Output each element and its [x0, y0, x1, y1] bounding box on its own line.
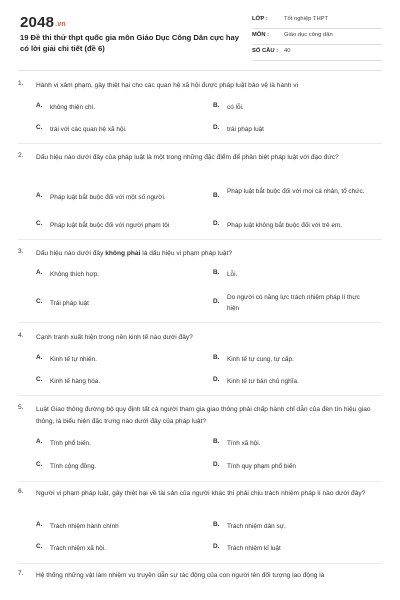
- option-text: có lỗi.: [227, 104, 244, 111]
- site-logo[interactable]: [20, 14, 66, 31]
- question-number: 4.: [18, 332, 24, 339]
- question-divider: [18, 481, 382, 482]
- option-text: Kinh tế tự cung, tự cấp.: [227, 356, 294, 363]
- meta-value: 40: [284, 48, 291, 54]
- question-text: Luật Giao thông đường bộ quy định tất cả người tham gia giao thông phải chấp hành chỉ dẫn của đèn tín hiệu giao thông, là biểu hiện đặc trưng nào dưới đây của pháp luật?: [36, 406, 371, 425]
- exam-meta: [252, 14, 382, 62]
- header-divider: [18, 70, 382, 71]
- meta-label: LỚP :: [252, 16, 268, 22]
- option-text: Lỗi.: [227, 271, 238, 278]
- meta-row-class: [252, 14, 382, 29]
- question-number: 3.: [18, 248, 24, 255]
- option-letter: C.: [36, 543, 43, 550]
- option-text: Kinh tế tự nhiên.: [50, 356, 97, 363]
- meta-label: SỐ CÂU :: [252, 48, 279, 54]
- option-letter: A.: [36, 521, 43, 528]
- meta-value: Giáo dục công dân: [284, 32, 333, 38]
- option-letter: C.: [36, 298, 43, 305]
- option-letter: A.: [36, 438, 43, 445]
- option-letter: D.: [213, 124, 220, 131]
- question-number: 6.: [18, 488, 24, 495]
- option-letter: D.: [213, 543, 220, 550]
- option-letter: C.: [36, 220, 43, 227]
- option-text: không thiện chí.: [50, 104, 96, 111]
- option-letter: B.: [213, 521, 220, 528]
- meta-row-subject: [252, 30, 382, 45]
- option-letter: B.: [213, 438, 220, 445]
- option-text: Trái pháp luật: [50, 300, 89, 307]
- question-text: [36, 248, 381, 260]
- question-divider: [18, 239, 382, 240]
- logo-text: 2048: [20, 14, 55, 31]
- logo-suffix: .vn: [55, 21, 66, 28]
- option-letter: C.: [36, 124, 43, 131]
- meta-row-count: [252, 46, 382, 61]
- question-text: Cạnh tranh xuất hiện trong nền kinh tế nào dưới đây?: [36, 334, 193, 341]
- option-text: Tính phổ biến.: [50, 440, 91, 447]
- question-text-part: Dấu hiệu nào dưới đây: [36, 250, 106, 257]
- option-letter: C.: [36, 376, 43, 383]
- question-number: 5.: [18, 404, 24, 411]
- option-letter: B.: [213, 354, 220, 361]
- option-letter: D.: [213, 461, 220, 468]
- option-text: trái với các quan hệ xã hội.: [50, 126, 127, 133]
- option-letter: D.: [213, 298, 220, 305]
- question-text: Hệ thống những vật làm nhiệm vụ truyền dẫn sự tác động của con người lên đối tượng lao động là: [36, 572, 325, 579]
- option-text: Pháp luật bắt buộc đối với mọi cá nhân, tổ chức.: [227, 188, 365, 195]
- option-text: Do người có năng lực trách nhiệm pháp lí thực hiện: [227, 294, 360, 312]
- option-letter: A.: [36, 354, 43, 361]
- option-letter: A.: [36, 192, 43, 199]
- question-text: Người vi phạm pháp luật, gây thiệt hại về tài sản của người khác thì phải chịu trách nhiệm pháp lí nào dưới đây?: [36, 490, 366, 497]
- option-letter: B.: [213, 192, 220, 199]
- option-text: Pháp luật bắt buộc đối với một số người.: [50, 194, 166, 201]
- option-text: Tính quy phạm phổ biến: [227, 463, 296, 470]
- option-text: trái pháp luật: [227, 126, 264, 133]
- question-text: Hành vi xâm phạm, gây thiệt hại cho các quan hệ xã hội được pháp luật bảo vệ là hành vi: [36, 82, 299, 89]
- option-text: Kinh tế hàng hóa.: [50, 378, 101, 385]
- question-text-part: là dấu hiệu vi phạm pháp luật?: [140, 250, 233, 257]
- option-letter: A.: [36, 102, 43, 109]
- option-letter: B.: [213, 102, 220, 109]
- option-text: Trách nhiệm dân sự.: [227, 523, 286, 530]
- option-letter: D.: [213, 220, 220, 227]
- question-text: Dấu hiệu nào dưới đây của pháp luật là một trong những đặc điểm để phân biệt pháp luật với đạo đức?: [36, 154, 339, 161]
- option-letter: B.: [213, 269, 220, 276]
- option-text: Tính cộng đồng.: [50, 463, 97, 470]
- question-divider: [18, 395, 382, 396]
- option-letter: A.: [36, 269, 43, 276]
- option-letter: D.: [213, 376, 220, 383]
- question-divider: [18, 143, 382, 144]
- option-text: Tính xã hội.: [227, 440, 261, 447]
- option-text: Pháp luật bắt buộc đối với người phạm tội: [50, 222, 170, 229]
- option-text: Trách nhiệm xã hội.: [50, 545, 106, 552]
- option-text: Trách nhiệm kỉ luật: [227, 545, 281, 552]
- question-divider: [18, 322, 382, 323]
- option-text: Không thích hợp.: [50, 271, 99, 278]
- option-text: Trách nhiệm hành chính: [50, 523, 119, 530]
- option-text: Kinh tế tư bản chủ nghĩa.: [227, 378, 299, 385]
- exam-header: [0, 0, 400, 66]
- question-emphasis: không phải: [105, 250, 141, 257]
- meta-value: Tốt nghiệp THPT: [284, 16, 329, 22]
- exam-title: 19 Đề thi thử thpt quốc gia môn Giáo Dục Công Dân cực hay có lời giải chi tiết (đề 6): [20, 33, 239, 53]
- question-divider: [18, 563, 382, 564]
- option-letter: C.: [36, 461, 43, 468]
- option-text: Pháp luật không bắt buộc đối với trẻ em.: [227, 222, 343, 229]
- question-number: 7.: [18, 570, 24, 577]
- meta-label: MÔN :: [252, 32, 270, 38]
- question-number: 1.: [18, 80, 24, 87]
- question-number: 2.: [18, 152, 24, 159]
